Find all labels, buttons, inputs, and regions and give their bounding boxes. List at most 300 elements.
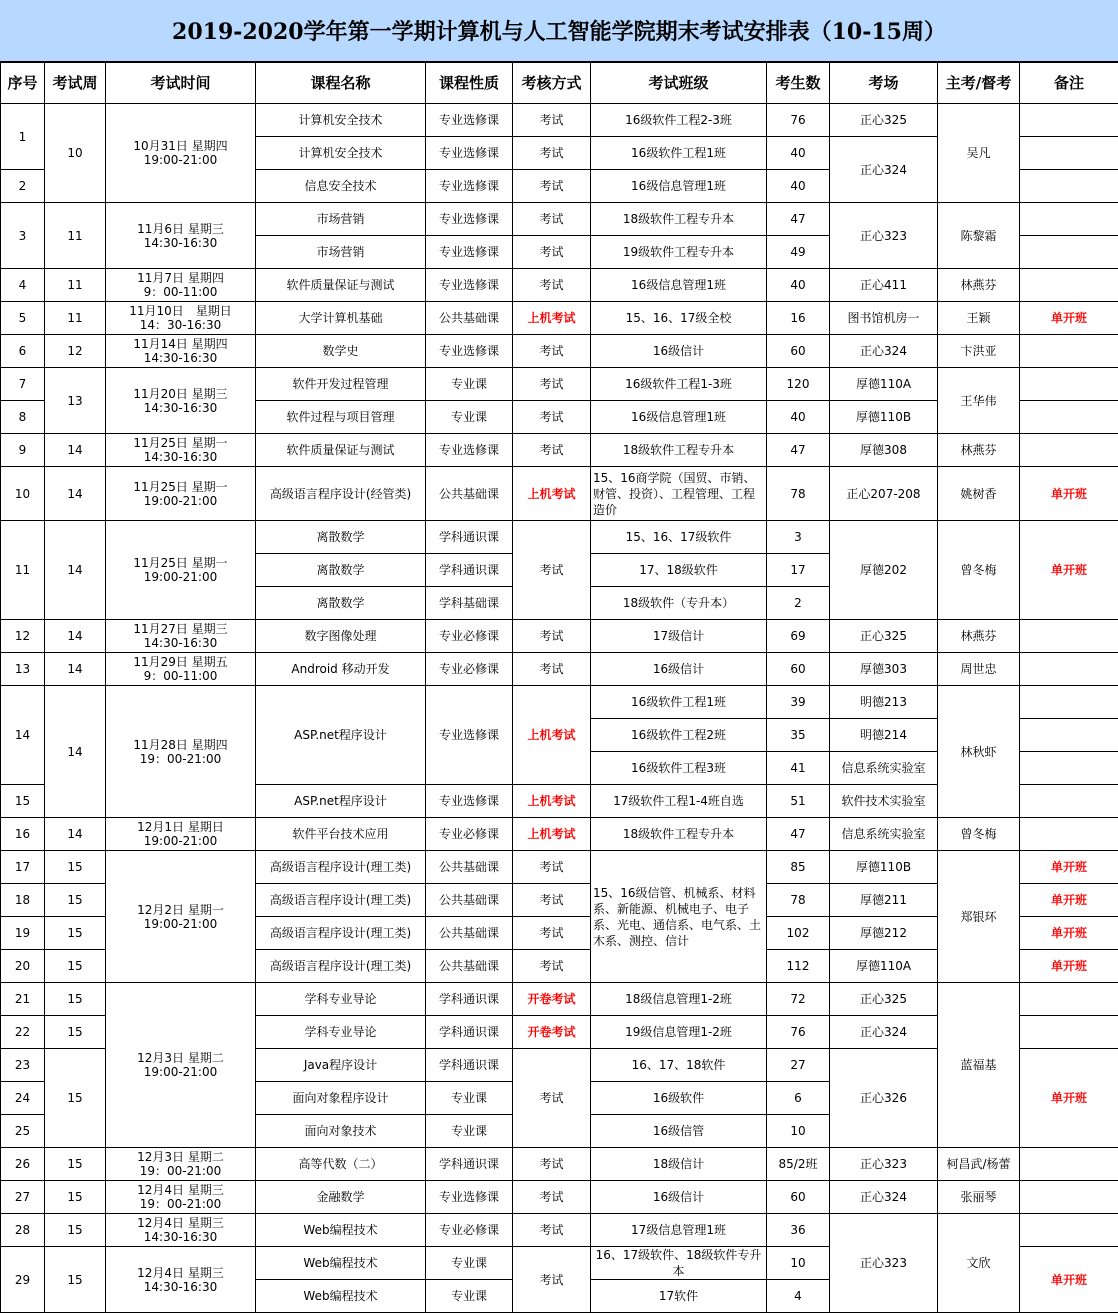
week-cell: 14: [45, 620, 106, 653]
class-cell: 16级信息管理1班: [591, 401, 767, 434]
room-cell: 正心324: [830, 1016, 938, 1049]
class-cell: 16级信管: [591, 1115, 767, 1148]
method-cell: 上机考试: [513, 818, 591, 851]
room-cell: 厚德110A: [830, 368, 938, 401]
note-cell: 单开班: [1020, 950, 1118, 983]
class-cell: 18级软件（专升本）: [591, 587, 767, 620]
week-cell: 14: [45, 686, 106, 818]
class-cell: 16级信计: [591, 335, 767, 368]
table-row: [1, 269, 1118, 302]
header-method: 考核方式: [513, 63, 591, 104]
examiner-cell: 陈黎霜: [938, 203, 1020, 269]
header-time: 考试时间: [106, 63, 256, 104]
course-cell: 学科专业导论: [256, 1016, 426, 1049]
seq-cell: 23: [1, 1049, 45, 1082]
method-cell: 考试: [513, 1148, 591, 1181]
class-cell: 16级软件工程1-3班: [591, 368, 767, 401]
note-cell: [1020, 236, 1118, 269]
method-cell: 考试: [513, 368, 591, 401]
week-cell: 15: [45, 851, 106, 884]
method-cell: 考试: [513, 620, 591, 653]
count-cell: 47: [767, 434, 830, 467]
method-cell: 考试: [513, 950, 591, 983]
class-cell: 17、18级软件: [591, 554, 767, 587]
class-cell: 18级软件工程专升本: [591, 203, 767, 236]
week-cell: 11: [45, 269, 106, 302]
course-cell: 金融数学: [256, 1181, 426, 1214]
examiner-cell: 郑银环: [938, 851, 1020, 983]
table-row: [1, 1181, 1118, 1214]
class-cell: 19级软件工程专升本: [591, 236, 767, 269]
time-cell: 12月3日 星期二 19:00-21:00: [106, 983, 256, 1148]
nature-cell: 专业课: [426, 1082, 513, 1115]
class-cell: 16级软件: [591, 1082, 767, 1115]
note-cell: [1020, 203, 1118, 236]
table-row: [1, 983, 1118, 1016]
count-cell: 51: [767, 785, 830, 818]
count-cell: 4: [767, 1280, 830, 1313]
method-cell: 考试: [513, 1247, 591, 1313]
course-cell: Java程序设计: [256, 1049, 426, 1082]
room-cell: 厚德110A: [830, 950, 938, 983]
header-note: 备注: [1020, 63, 1118, 104]
note-cell: 单开班: [1020, 884, 1118, 917]
time-cell: 11月25日 星期一 19:00-21:00: [106, 467, 256, 521]
seq-cell: 2: [1, 170, 45, 203]
nature-cell: 学科通识课: [426, 983, 513, 1016]
week-cell: 10: [45, 104, 106, 203]
course-cell: 面向对象技术: [256, 1115, 426, 1148]
note-cell: [1020, 170, 1118, 203]
examiner-cell: 王华伟: [938, 368, 1020, 434]
seq-cell: 24: [1, 1082, 45, 1115]
table-row: [1, 818, 1118, 851]
method-cell: 考试: [513, 269, 591, 302]
method-cell: 开卷考试: [513, 1016, 591, 1049]
time-cell: 11月29日 星期五 9：00-11:00: [106, 653, 256, 686]
seq-cell: 22: [1, 1016, 45, 1049]
count-cell: 47: [767, 203, 830, 236]
seq-cell: 26: [1, 1148, 45, 1181]
time-cell: 11月20日 星期三 14:30-16:30: [106, 368, 256, 434]
count-cell: 72: [767, 983, 830, 1016]
note-cell: [1020, 686, 1118, 719]
count-cell: 60: [767, 335, 830, 368]
header-seq: 序号: [1, 63, 45, 104]
week-cell: 15: [45, 1016, 106, 1049]
course-cell: 软件质量保证与测试: [256, 269, 426, 302]
count-cell: 40: [767, 170, 830, 203]
examiner-cell: 卞洪亚: [938, 335, 1020, 368]
room-cell: 厚德211: [830, 884, 938, 917]
class-cell: 16级信息管理1班: [591, 170, 767, 203]
class-cell: 17软件: [591, 1280, 767, 1313]
nature-cell: 专业选修课: [426, 335, 513, 368]
header-row: [1, 63, 1118, 104]
room-cell: 厚德308: [830, 434, 938, 467]
seq-cell: 4: [1, 269, 45, 302]
note-cell: [1020, 335, 1118, 368]
note-cell: [1020, 818, 1118, 851]
note-cell: 单开班: [1020, 302, 1118, 335]
class-cell: 16级软件工程1班: [591, 137, 767, 170]
table-row: [1, 686, 1118, 719]
note-cell: 单开班: [1020, 521, 1118, 620]
room-cell: 厚德110B: [830, 851, 938, 884]
count-cell: 76: [767, 104, 830, 137]
note-cell: [1020, 620, 1118, 653]
class-cell: 17级信计: [591, 620, 767, 653]
table-row: [1, 467, 1118, 521]
note-cell: 单开班: [1020, 1049, 1118, 1148]
class-cell: 16级软件工程2-3班: [591, 104, 767, 137]
class-cell: 19级信息管理1-2班: [591, 1016, 767, 1049]
week-cell: 14: [45, 653, 106, 686]
count-cell: 3: [767, 521, 830, 554]
room-cell: 厚德212: [830, 917, 938, 950]
seq-cell: 25: [1, 1115, 45, 1148]
count-cell: 102: [767, 917, 830, 950]
week-cell: 12: [45, 335, 106, 368]
class-cell: 17级软件工程1-4班自选: [591, 785, 767, 818]
time-cell: 12月3日 星期二 19：00-21:00: [106, 1148, 256, 1181]
table-row: [1, 434, 1118, 467]
room-cell: 正心323: [830, 203, 938, 269]
class-cell: 15、16、17级软件: [591, 521, 767, 554]
method-cell: 考试: [513, 521, 591, 620]
week-cell: 15: [45, 1247, 106, 1313]
examiner-cell: 姚树香: [938, 467, 1020, 521]
examiner-cell: 周世忠: [938, 653, 1020, 686]
method-cell: 考试: [513, 917, 591, 950]
seq-cell: 19: [1, 917, 45, 950]
course-cell: ASP.net程序设计: [256, 686, 426, 785]
note-cell: [1020, 1214, 1118, 1247]
room-cell: 厚德303: [830, 653, 938, 686]
week-cell: 15: [45, 1049, 106, 1148]
seq-cell: 17: [1, 851, 45, 884]
method-cell: 考试: [513, 1181, 591, 1214]
table-row: [1, 1214, 1118, 1247]
week-cell: 15: [45, 983, 106, 1016]
method-cell: 考试: [513, 1214, 591, 1247]
time-cell: 11月6日 星期三 14:30-16:30: [106, 203, 256, 269]
course-cell: Android 移动开发: [256, 653, 426, 686]
class-cell: 18级信息管理1-2班: [591, 983, 767, 1016]
count-cell: 85/2班: [767, 1148, 830, 1181]
nature-cell: 专业必修课: [426, 653, 513, 686]
course-cell: 大学计算机基础: [256, 302, 426, 335]
nature-cell: 专业选修课: [426, 236, 513, 269]
note-cell: [1020, 719, 1118, 752]
time-cell: 11月7日 星期四 9：00-11:00: [106, 269, 256, 302]
method-cell: 考试: [513, 104, 591, 137]
note-cell: 单开班: [1020, 467, 1118, 521]
table-row: [1, 653, 1118, 686]
note-cell: [1020, 137, 1118, 170]
course-cell: 软件平台技术应用: [256, 818, 426, 851]
count-cell: 85: [767, 851, 830, 884]
method-cell: 考试: [513, 170, 591, 203]
week-cell: 14: [45, 521, 106, 620]
count-cell: 27: [767, 1049, 830, 1082]
week-cell: 14: [45, 467, 106, 521]
method-cell: 考试: [513, 203, 591, 236]
nature-cell: 公共基础课: [426, 884, 513, 917]
header-room: 考场: [830, 63, 938, 104]
time-cell: 11月28日 星期四 19：00-21:00: [106, 686, 256, 818]
count-cell: 41: [767, 752, 830, 785]
week-cell: 15: [45, 917, 106, 950]
course-cell: 数字图像处理: [256, 620, 426, 653]
week-cell: 15: [45, 1214, 106, 1247]
course-cell: 离散数学: [256, 587, 426, 620]
course-cell: ASP.net程序设计: [256, 785, 426, 818]
room-cell: 正心324: [830, 1181, 938, 1214]
room-cell: 厚德202: [830, 521, 938, 620]
header-class: 考试班级: [591, 63, 767, 104]
course-cell: 离散数学: [256, 521, 426, 554]
course-cell: 计算机安全技术: [256, 137, 426, 170]
seq-cell: 8: [1, 401, 45, 434]
room-cell: 正心323: [830, 1214, 938, 1313]
nature-cell: 公共基础课: [426, 917, 513, 950]
note-cell: [1020, 1016, 1118, 1049]
method-cell: 考试: [513, 653, 591, 686]
method-cell: 开卷考试: [513, 983, 591, 1016]
examiner-cell: 张丽琴: [938, 1181, 1020, 1214]
note-cell: [1020, 368, 1118, 401]
examiner-cell: 林秋虾: [938, 686, 1020, 818]
class-cell: 18级软件工程专升本: [591, 818, 767, 851]
seq-cell: 5: [1, 302, 45, 335]
course-cell: 高级语言程序设计(理工类): [256, 917, 426, 950]
room-cell: 正心207-208: [830, 467, 938, 521]
time-cell: 11月14日 星期四 14:30-16:30: [106, 335, 256, 368]
note-cell: [1020, 1181, 1118, 1214]
method-cell: 上机考试: [513, 467, 591, 521]
class-cell: 18级软件工程专升本: [591, 434, 767, 467]
class-cell: 16级信息管理1班: [591, 269, 767, 302]
seq-cell: 13: [1, 653, 45, 686]
time-cell: 11月27日 星期三 14:30-16:30: [106, 620, 256, 653]
seq-cell: 27: [1, 1181, 45, 1214]
method-cell: 考试: [513, 335, 591, 368]
examiner-cell: 吴凡: [938, 104, 1020, 203]
method-cell: 考试: [513, 401, 591, 434]
class-cell: 16级软件工程3班: [591, 752, 767, 785]
examiner-cell: 曾冬梅: [938, 521, 1020, 620]
nature-cell: 公共基础课: [426, 467, 513, 521]
count-cell: 10: [767, 1115, 830, 1148]
nature-cell: 专业必修课: [426, 1214, 513, 1247]
week-cell: 15: [45, 1181, 106, 1214]
week-cell: 11: [45, 302, 106, 335]
room-cell: 信息系统实验室: [830, 752, 938, 785]
class-cell: 15、16、17级全校: [591, 302, 767, 335]
table-row: [1, 620, 1118, 653]
room-cell: 软件技术实验室: [830, 785, 938, 818]
count-cell: 6: [767, 1082, 830, 1115]
nature-cell: 专业选修课: [426, 269, 513, 302]
seq-cell: 29: [1, 1247, 45, 1313]
seq-cell: 15: [1, 785, 45, 818]
examiner-cell: 林燕芬: [938, 620, 1020, 653]
week-cell: 15: [45, 884, 106, 917]
week-cell: 11: [45, 203, 106, 269]
room-cell: 信息系统实验室: [830, 818, 938, 851]
week-cell: 13: [45, 368, 106, 434]
course-cell: 高级语言程序设计(经管类): [256, 467, 426, 521]
course-cell: 高级语言程序设计(理工类): [256, 851, 426, 884]
nature-cell: 专业选修课: [426, 137, 513, 170]
time-cell: 12月4日 星期三 14:30-16:30: [106, 1214, 256, 1247]
course-cell: 数学史: [256, 335, 426, 368]
table-row: [1, 368, 1118, 401]
examiner-cell: 蓝福基: [938, 983, 1020, 1148]
table-row: [1, 851, 1118, 884]
week-cell: 14: [45, 818, 106, 851]
note-cell: [1020, 104, 1118, 137]
nature-cell: 学科基础课: [426, 587, 513, 620]
class-cell: 16、17级软件、18级软件专升本: [591, 1247, 767, 1280]
method-cell: 考试: [513, 137, 591, 170]
week-cell: 15: [45, 1148, 106, 1181]
count-cell: 35: [767, 719, 830, 752]
method-cell: 考试: [513, 434, 591, 467]
course-cell: Web编程技术: [256, 1247, 426, 1280]
header-course: 课程名称: [256, 63, 426, 104]
time-cell: 12月1日 星期日 19:00-21:00: [106, 818, 256, 851]
count-cell: 17: [767, 554, 830, 587]
seq-cell: 10: [1, 467, 45, 521]
course-cell: 高级语言程序设计(理工类): [256, 884, 426, 917]
nature-cell: 专业选修课: [426, 785, 513, 818]
class-cell: 15、16商学院（国贸、市销、财管、投资）、工程管理、工程造价: [591, 467, 767, 521]
table-row: [1, 302, 1118, 335]
nature-cell: 专业选修课: [426, 203, 513, 236]
nature-cell: 专业必修课: [426, 620, 513, 653]
count-cell: 40: [767, 137, 830, 170]
examiner-cell: 柯昌武/杨蕾: [938, 1148, 1020, 1181]
room-cell: 厚德110B: [830, 401, 938, 434]
time-cell: 10月31日 星期四 19:00-21:00: [106, 104, 256, 203]
method-cell: 考试: [513, 884, 591, 917]
count-cell: 78: [767, 884, 830, 917]
method-cell: 上机考试: [513, 785, 591, 818]
time-cell: 12月2日 星期一 19:00-21:00: [106, 851, 256, 983]
header-nature: 课程性质: [426, 63, 513, 104]
header-count: 考生数: [767, 63, 830, 104]
time-cell: 12月4日 星期三 19：00-21:00: [106, 1181, 256, 1214]
nature-cell: 专业课: [426, 368, 513, 401]
course-cell: 高等代数（二）: [256, 1148, 426, 1181]
course-cell: 软件开发过程管理: [256, 368, 426, 401]
nature-cell: 专业选修课: [426, 686, 513, 785]
note-cell: [1020, 785, 1118, 818]
room-cell: 图书馆机房一: [830, 302, 938, 335]
count-cell: 10: [767, 1247, 830, 1280]
time-cell: 11月25日 星期一 14:30-16:30: [106, 434, 256, 467]
seq-cell: 28: [1, 1214, 45, 1247]
room-cell: 正心325: [830, 620, 938, 653]
class-cell: 16级信计: [591, 1181, 767, 1214]
nature-cell: 学科通识课: [426, 521, 513, 554]
nature-cell: 专业课: [426, 1115, 513, 1148]
method-cell: 考试: [513, 851, 591, 884]
note-cell: [1020, 1148, 1118, 1181]
seq-cell: 12: [1, 620, 45, 653]
count-cell: 49: [767, 236, 830, 269]
course-cell: 市场营销: [256, 236, 426, 269]
nature-cell: 公共基础课: [426, 950, 513, 983]
nature-cell: 专业选修课: [426, 104, 513, 137]
header-week: 考试周: [45, 63, 106, 104]
nature-cell: 专业选修课: [426, 170, 513, 203]
note-cell: 单开班: [1020, 1247, 1118, 1313]
method-cell: 考试: [513, 1049, 591, 1148]
table-row: [1, 104, 1118, 137]
count-cell: 47: [767, 818, 830, 851]
nature-cell: 学科通识课: [426, 1049, 513, 1082]
seq-cell: 1: [1, 104, 45, 170]
nature-cell: 学科通识课: [426, 554, 513, 587]
count-cell: 69: [767, 620, 830, 653]
course-cell: 离散数学: [256, 554, 426, 587]
room-cell: 明德213: [830, 686, 938, 719]
nature-cell: 公共基础课: [426, 851, 513, 884]
seq-cell: 9: [1, 434, 45, 467]
table-row: [1, 335, 1118, 368]
nature-cell: 公共基础课: [426, 302, 513, 335]
examiner-cell: 曾冬梅: [938, 818, 1020, 851]
seq-cell: 18: [1, 884, 45, 917]
count-cell: 112: [767, 950, 830, 983]
week-cell: 15: [45, 950, 106, 983]
exam-schedule-table: [0, 62, 1118, 1313]
count-cell: 60: [767, 653, 830, 686]
class-cell: 16、17、18软件: [591, 1049, 767, 1082]
count-cell: 40: [767, 401, 830, 434]
seq-cell: 3: [1, 203, 45, 269]
count-cell: 60: [767, 1181, 830, 1214]
count-cell: 39: [767, 686, 830, 719]
seq-cell: 11: [1, 521, 45, 620]
count-cell: 2: [767, 587, 830, 620]
note-cell: 单开班: [1020, 917, 1118, 950]
examiner-cell: 林燕芬: [938, 434, 1020, 467]
seq-cell: 16: [1, 818, 45, 851]
count-cell: 40: [767, 269, 830, 302]
nature-cell: 学科通识课: [426, 1016, 513, 1049]
nature-cell: 专业课: [426, 401, 513, 434]
table-row: [1, 521, 1118, 554]
time-cell: 11月10日 星期日 14：30-16:30: [106, 302, 256, 335]
seq-cell: 21: [1, 983, 45, 1016]
nature-cell: 专业选修课: [426, 1181, 513, 1214]
class-cell: 15、16级信管、机械系、材料系、新能源、机械电子、电子系、光电、通信系、电气系、土木系、测控、信计: [591, 851, 767, 983]
table-row: [1, 203, 1118, 236]
class-cell: 16级软件工程1班: [591, 686, 767, 719]
course-cell: 软件过程与项目管理: [256, 401, 426, 434]
course-cell: 市场营销: [256, 203, 426, 236]
page-title: 2019-2020学年第一学期计算机与人工智能学院期末考试安排表（10-15周）: [0, 0, 1118, 62]
room-cell: 正心325: [830, 983, 938, 1016]
seq-cell: 6: [1, 335, 45, 368]
class-cell: 16级软件工程2班: [591, 719, 767, 752]
examiner-cell: 王颖: [938, 302, 1020, 335]
note-cell: [1020, 269, 1118, 302]
